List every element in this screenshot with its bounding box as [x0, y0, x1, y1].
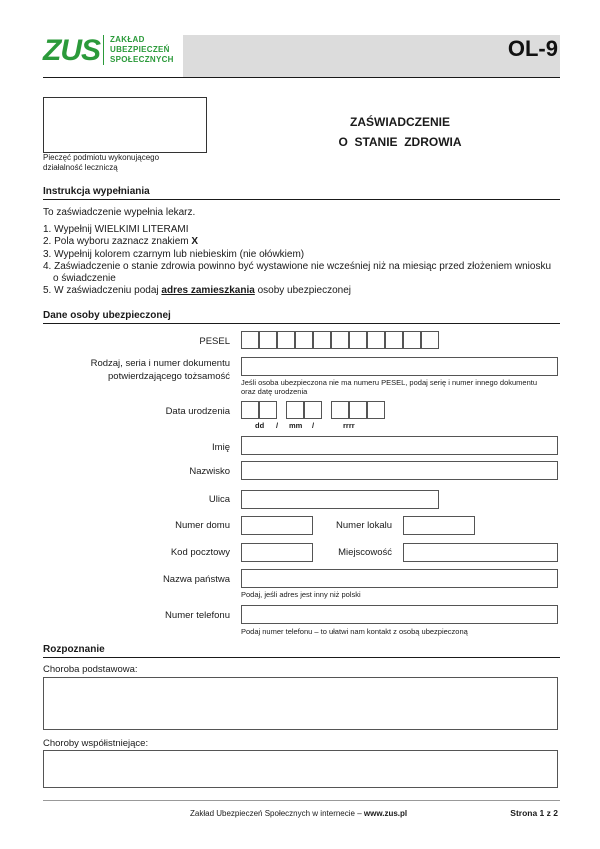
stamp-caption-line-1: Pieczęć podmiotu wykonującego	[43, 153, 160, 162]
postcode-label: Kod pocztowy	[170, 547, 230, 558]
stamp-caption	[43, 153, 183, 173]
instruction-item-4: 4. Zaświadczenie o stanie zdrowia powinno być wystawione nie wcześniej niż na miesiąc przed złożeniem wniosku	[43, 260, 552, 272]
flat-number-field[interactable]	[403, 516, 475, 535]
country-field[interactable]	[241, 569, 558, 588]
document-label	[60, 357, 230, 383]
coexisting-diseases-label: Choroby współistniejące:	[43, 738, 149, 749]
footer-text: Zakład Ubezpieczeń Społecznych w internecie – www.zus.pl	[190, 809, 408, 818]
logo-text-line-1: ZAKŁAD	[110, 35, 145, 44]
pesel-cell-5[interactable]	[313, 331, 331, 349]
instructions-heading: Instrukcja wypełniania	[43, 186, 150, 197]
postcode-field[interactable]	[241, 543, 313, 562]
first-name-field[interactable]	[241, 436, 558, 455]
house-number-label: Numer domu	[175, 520, 230, 531]
instruction-item-5: 5. W zaświadczeniu podaj adres zamieszkania osoby ubezpieczonej	[43, 285, 351, 297]
primary-disease-label: Choroba podstawowa:	[43, 664, 138, 675]
coexisting-diseases-field[interactable]	[43, 750, 558, 788]
last-name-field[interactable]	[241, 461, 558, 480]
street-field[interactable]	[241, 490, 439, 509]
pesel-cell-6[interactable]	[331, 331, 349, 349]
document-hint-line-1: Jeśli osoba ubezpieczona nie ma numeru PESEL, podaj serię i numer innego dokumentu	[241, 378, 538, 387]
title-line-1: ZAŚWIADCZENIE	[350, 115, 450, 129]
insured-heading: Dane osoby ubezpieczonej	[43, 310, 171, 321]
diagnosis-rule	[43, 657, 560, 658]
pesel-cell-11[interactable]	[421, 331, 439, 349]
last-name-label: Nazwisko	[189, 466, 230, 477]
logo-text-line-3: SPOŁECZNYCH	[110, 55, 174, 64]
dob-cell-4[interactable]	[304, 401, 322, 419]
instruction-item-1: 1. Wypełnij WIELKIMI LITERAMI	[43, 224, 189, 235]
pesel-cell-10[interactable]	[403, 331, 421, 349]
pesel-cell-1[interactable]	[241, 331, 259, 349]
flat-number-label: Numer lokalu	[336, 520, 392, 531]
dob-cell-2[interactable]	[259, 401, 277, 419]
dob-format-dd: dd	[255, 421, 265, 430]
document-label-line-2: potwierdzającego tożsamość	[108, 371, 230, 382]
dob-format-mm: mm	[289, 421, 303, 430]
instruction-item-4-cont: o świadczenie	[53, 273, 116, 285]
zus-logo: ZUS	[43, 34, 100, 67]
instructions-rule	[43, 199, 560, 200]
country-label: Nazwa państwa	[162, 574, 230, 585]
city-field[interactable]	[403, 543, 558, 562]
header-band	[183, 35, 560, 77]
footer-rule	[43, 800, 560, 801]
dob-cell-1[interactable]	[241, 401, 259, 419]
phone-hint: Podaj numer telefonu – to ułatwi nam kontakt z osobą ubezpieczoną	[241, 627, 468, 636]
pesel-cell-3[interactable]	[277, 331, 295, 349]
dob-format-sep-1: /	[276, 421, 279, 430]
dob-label: Data urodzenia	[165, 406, 230, 417]
dob-cell-5[interactable]	[331, 401, 349, 419]
document-label-line-1: Rodzaj, seria i numer dokumentu	[90, 358, 230, 369]
pesel-field[interactable]	[241, 331, 441, 349]
instructions-list	[43, 224, 563, 298]
dob-field[interactable]	[241, 401, 381, 419]
dob-cell-3[interactable]	[286, 401, 304, 419]
pesel-cell-8[interactable]	[367, 331, 385, 349]
page-number: Strona 1 z 2	[510, 808, 558, 818]
form-code: OL-9	[507, 36, 558, 61]
instruction-item-3: 3. Wypełnij kolorem czarnym lub niebieskim (nie ołówkiem)	[43, 248, 305, 260]
logo-divider	[103, 35, 104, 65]
instruction-item-2: 2. Pola wyboru zaznacz znakiem X	[43, 236, 199, 248]
document-field[interactable]	[241, 357, 558, 376]
pesel-label: PESEL	[199, 336, 230, 347]
insured-rule	[43, 323, 560, 324]
title-line-2: O STANIE ZDROWIA	[338, 135, 462, 149]
dob-format-sep-2: /	[312, 421, 315, 430]
header-rule	[43, 77, 560, 78]
document-hint-line-2: oraz datę urodzenia	[241, 387, 308, 396]
dob-format-rrrr: rrrr	[343, 421, 355, 430]
street-label: Ulica	[208, 494, 230, 505]
pesel-cell-9[interactable]	[385, 331, 403, 349]
pesel-cell-7[interactable]	[349, 331, 367, 349]
first-name-label: Imię	[212, 442, 230, 453]
diagnosis-heading: Rozpoznanie	[43, 644, 105, 655]
primary-disease-field[interactable]	[43, 677, 558, 730]
logo-text-line-2: UBEZPIECZEŃ	[110, 45, 170, 54]
document-hint	[241, 378, 561, 396]
stamp-caption-line-2: działalność leczniczą	[43, 163, 118, 172]
country-hint: Podaj, jeśli adres jest inny niż polski	[241, 590, 361, 599]
phone-label: Numer telefonu	[165, 610, 230, 621]
instructions-intro: To zaświadczenie wypełnia lekarz.	[43, 207, 196, 218]
footer-link[interactable]: www.zus.pl	[363, 809, 408, 818]
dob-cell-7[interactable]	[367, 401, 385, 419]
document-title	[320, 112, 480, 152]
house-number-field[interactable]	[241, 516, 313, 535]
phone-field[interactable]	[241, 605, 558, 624]
dob-cell-6[interactable]	[349, 401, 367, 419]
pesel-cell-4[interactable]	[295, 331, 313, 349]
pesel-cell-2[interactable]	[259, 331, 277, 349]
city-label: Miejscowość	[338, 547, 392, 558]
stamp-box	[43, 97, 207, 153]
